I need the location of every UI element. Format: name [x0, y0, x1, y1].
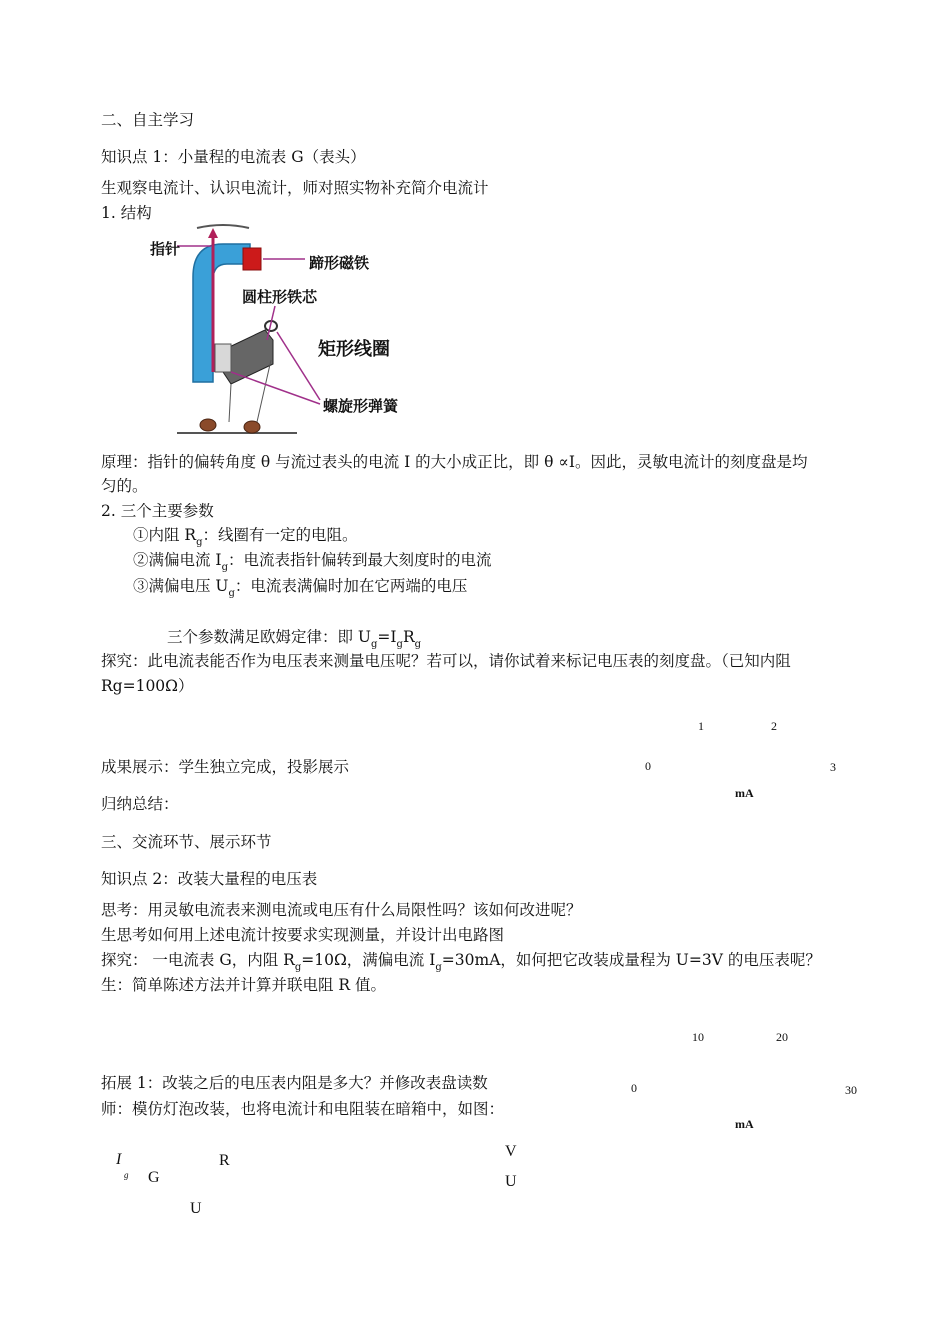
magnet-pole	[243, 248, 261, 270]
ohm-law-line: 三个参数满足欧姆定律：即 $U_g=I_gR_g$	[167, 628, 422, 650]
dial2-tick-30: 30	[845, 1083, 857, 1097]
kp2-think: 思考：用灵敏电流表来测电流或电压有什么局限性吗？该如何改进呢？	[101, 901, 582, 919]
kp2-title: 知识点 2：改装大量程的电压表	[101, 870, 318, 888]
dial2-unit: mA	[735, 1117, 754, 1131]
dial2-tick-20: 20	[776, 1030, 788, 1044]
circuit-G-label: G	[148, 1169, 160, 1186]
kp2-explore: 探究： 一电流表 G，内阻 $R_g=10\Omega$，满偏电流 $I_g=30mA$，如何把它改装成量程为 U=3V 的电压表呢？	[101, 951, 821, 973]
label-magnet: 蹄形磁铁	[309, 254, 370, 272]
explore-line2: Rg=100Ω）	[101, 677, 194, 695]
label-core: 圆柱形铁芯	[242, 288, 318, 306]
dial1-unit: mA	[735, 786, 754, 800]
label-spring: 螺旋形弹簧	[323, 397, 399, 415]
dial1-tick-0: 0	[645, 759, 651, 773]
param-internal-resistance: ①内阻 $R_g$：线圈有一定的电阻。	[133, 526, 358, 548]
params-heading: 2. 三个主要参数	[101, 502, 214, 520]
dial1-tick-3: 3	[830, 760, 836, 774]
kp2-teacher: 师：模仿灯泡改装，也将电流计和电阻装在暗箱中，如图：	[101, 1100, 505, 1118]
kp1-title: 知识点 1：小量程的电流表 G（表头）	[101, 148, 366, 166]
kp2-extend: 拓展 1：改装之后的电压表内阻是多大？并修改表盘读数	[101, 1074, 488, 1092]
circuit-U-left-label: U	[190, 1200, 202, 1217]
param-full-scale-current: ②满偏电流 $I_g$：电流表指针偏转到最大刻度时的电流	[133, 551, 492, 573]
dial1-tick-2: 2	[771, 719, 777, 733]
circuit-R-label: R	[219, 1152, 230, 1169]
scale-arc	[197, 225, 249, 228]
structure-heading: 1. 结构	[101, 204, 152, 222]
kp2-method: 生：简单陈述方法并计算并联电阻 R 值。	[101, 976, 387, 994]
dial2-tick-10: 10	[692, 1030, 704, 1044]
dial1-tick-1: 1	[698, 719, 704, 733]
principle-line1: 原理：指针的偏转角度 θ 与流过表头的电流 I 的大小成正比，即 θ ∝I。因此，灵敏电流计的刻度盘是均	[101, 453, 808, 471]
section2-title: 二、自主学习	[101, 111, 195, 129]
section3-title: 三、交流环节、展示环节	[101, 833, 272, 851]
principle-line2: 匀的。	[101, 477, 148, 495]
circuit-U-right-label: U	[505, 1173, 517, 1190]
kp2-design: 生思考如何用上述电流计按要求实现测量，并设计出电路图	[101, 926, 505, 944]
circuit-Ig-label: I	[116, 1151, 122, 1168]
circuit-V-label: V	[505, 1143, 517, 1160]
label-pointer: 指针	[150, 240, 181, 258]
kp1-activity: 生观察电流计、认识电流计，师对照实物补充简介电流计	[101, 179, 489, 197]
explore-line1: 探究：此电流表能否作为电压表来测量电压呢？若可以，请你试着来标记电压表的刻度盘。（已知内阻	[101, 652, 791, 670]
terminal-right	[244, 421, 260, 433]
label-coil: 矩形线圈	[318, 339, 390, 360]
dial2-tick-0: 0	[631, 1081, 637, 1095]
terminal-left	[200, 419, 216, 431]
results-line: 成果展示：学生独立完成，投影展示	[101, 758, 350, 776]
param-full-scale-voltage: ③满偏电压 $U_g$：电流表满偏时加在它两端的电压	[133, 577, 468, 599]
summary-line: 归纳总结：	[101, 795, 179, 813]
circuit-Ig-sub: g	[124, 1170, 129, 1180]
